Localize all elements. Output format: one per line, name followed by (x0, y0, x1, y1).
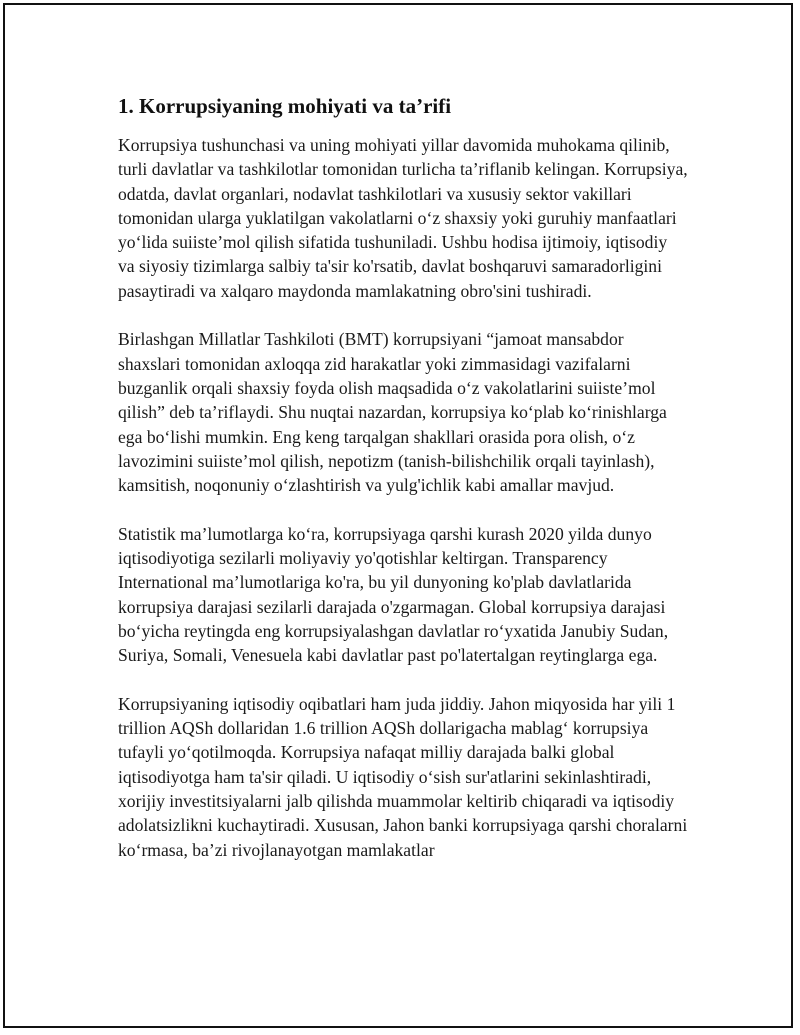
paragraph-economic-consequences: Korrupsiyaning iqtisodiy oqibatlari ham juda jiddiy. Jahon miqyosida har yili 1 trillion AQSh dollaridan 1.6 trillion AQSh dollarigacha mablag‘ korrupsiya tufayli yo‘qotilmoqda. Korrupsiya nafaqat milliy darajada balki global iqtisodiyotga ham ta'sir qiladi. U iqtisodiy o‘sish sur'atlarini sekinlashtiradi, xorijiy investitsiyalarni jalb qilishda muammolar keltirib chiqaradi va iqtisodiy adolatsizlikni kuchaytiradi. Xususan, Jahon banki korrupsiyaga qarshi choralarni ko‘rmasa, ba’zi rivojlanayotgan mamlakatlar (118, 693, 688, 860)
paragraph-definition: Korrupsiya tushunchasi va uning mohiyati yillar davomida muhokama qilinib, turli davlatlar va tashkilotlar tomonidan turlicha ta’riflanib kelingan. Korrupsiya, odatda, davlat organlari, nodavlat tashkilotlari va xususiy sektor vakillari tomonidan ularga yuklatilgan vakolatlarni o‘z shaxsiy yoki guruhiy manfaatlari yo‘lida suiiste’mol qilish sifatida tushuniladi. Ushbu hodisa ijtimoiy, iqtisodiy va siyosiy tizimlarga salbiy ta'sir ko'rsatib, davlat boshqaruvi samaradorligini pasaytiradi va xalqaro maydonda mamlakatning obro'sini tushiradi. (118, 135, 688, 301)
section-heading: 1. Korrupsiyaning mohiyati va ta’rifi (118, 94, 452, 118)
paragraph-un-definition: Birlashgan Millatlar Tashkiloti (BMT) korrupsiyani “jamoat mansabdor shaxslari tomonidan axloqqa zid harakatlar yoki zimmasidagi vazifalarni buzganlik orqali shaxsiy foyda olish maqsadida o‘z vakolatlarini suiiste’mol qilish” deb ta’riflaydi. Shu nuqtai nazardan, korrupsiya ko‘plab ko‘rinishlarga ega bo‘lishi mumkin. Eng keng tarqalgan shakllari orasida pora olish, o‘z lavozimini suiiste’mol qilish, nepotizm (tanish-bilishchilik orqali tayinlash), kamsitish, noqonuniy o‘zlashtirish va yulg'ichlik kabi amallar mavjud. (118, 329, 667, 496)
document-body (118, 94, 688, 886)
paragraph-statistics: Statistik ma’lumotlarga ko‘ra, korrupsiyaga qarshi kurash 2020 yilda dunyo iqtisodiyotiga sezilarli moliyaviy yo'qotishlar keltirgan. Transparency International ma’lumotlariga ko'ra, bu yil dunyoning ko'plab davlatlarida korrupsiya darajasi sezilarli darajada o'zgarmagan. Global korrupsiya darajasi bo‘yicha reytingda eng korrupsiyalashgan davlatlar ro‘yxatida Janubiy Sudan, Suriya, Somali, Venesuela kabi davlatlar past po'latertalgan reytinglarga ega. (118, 523, 669, 666)
